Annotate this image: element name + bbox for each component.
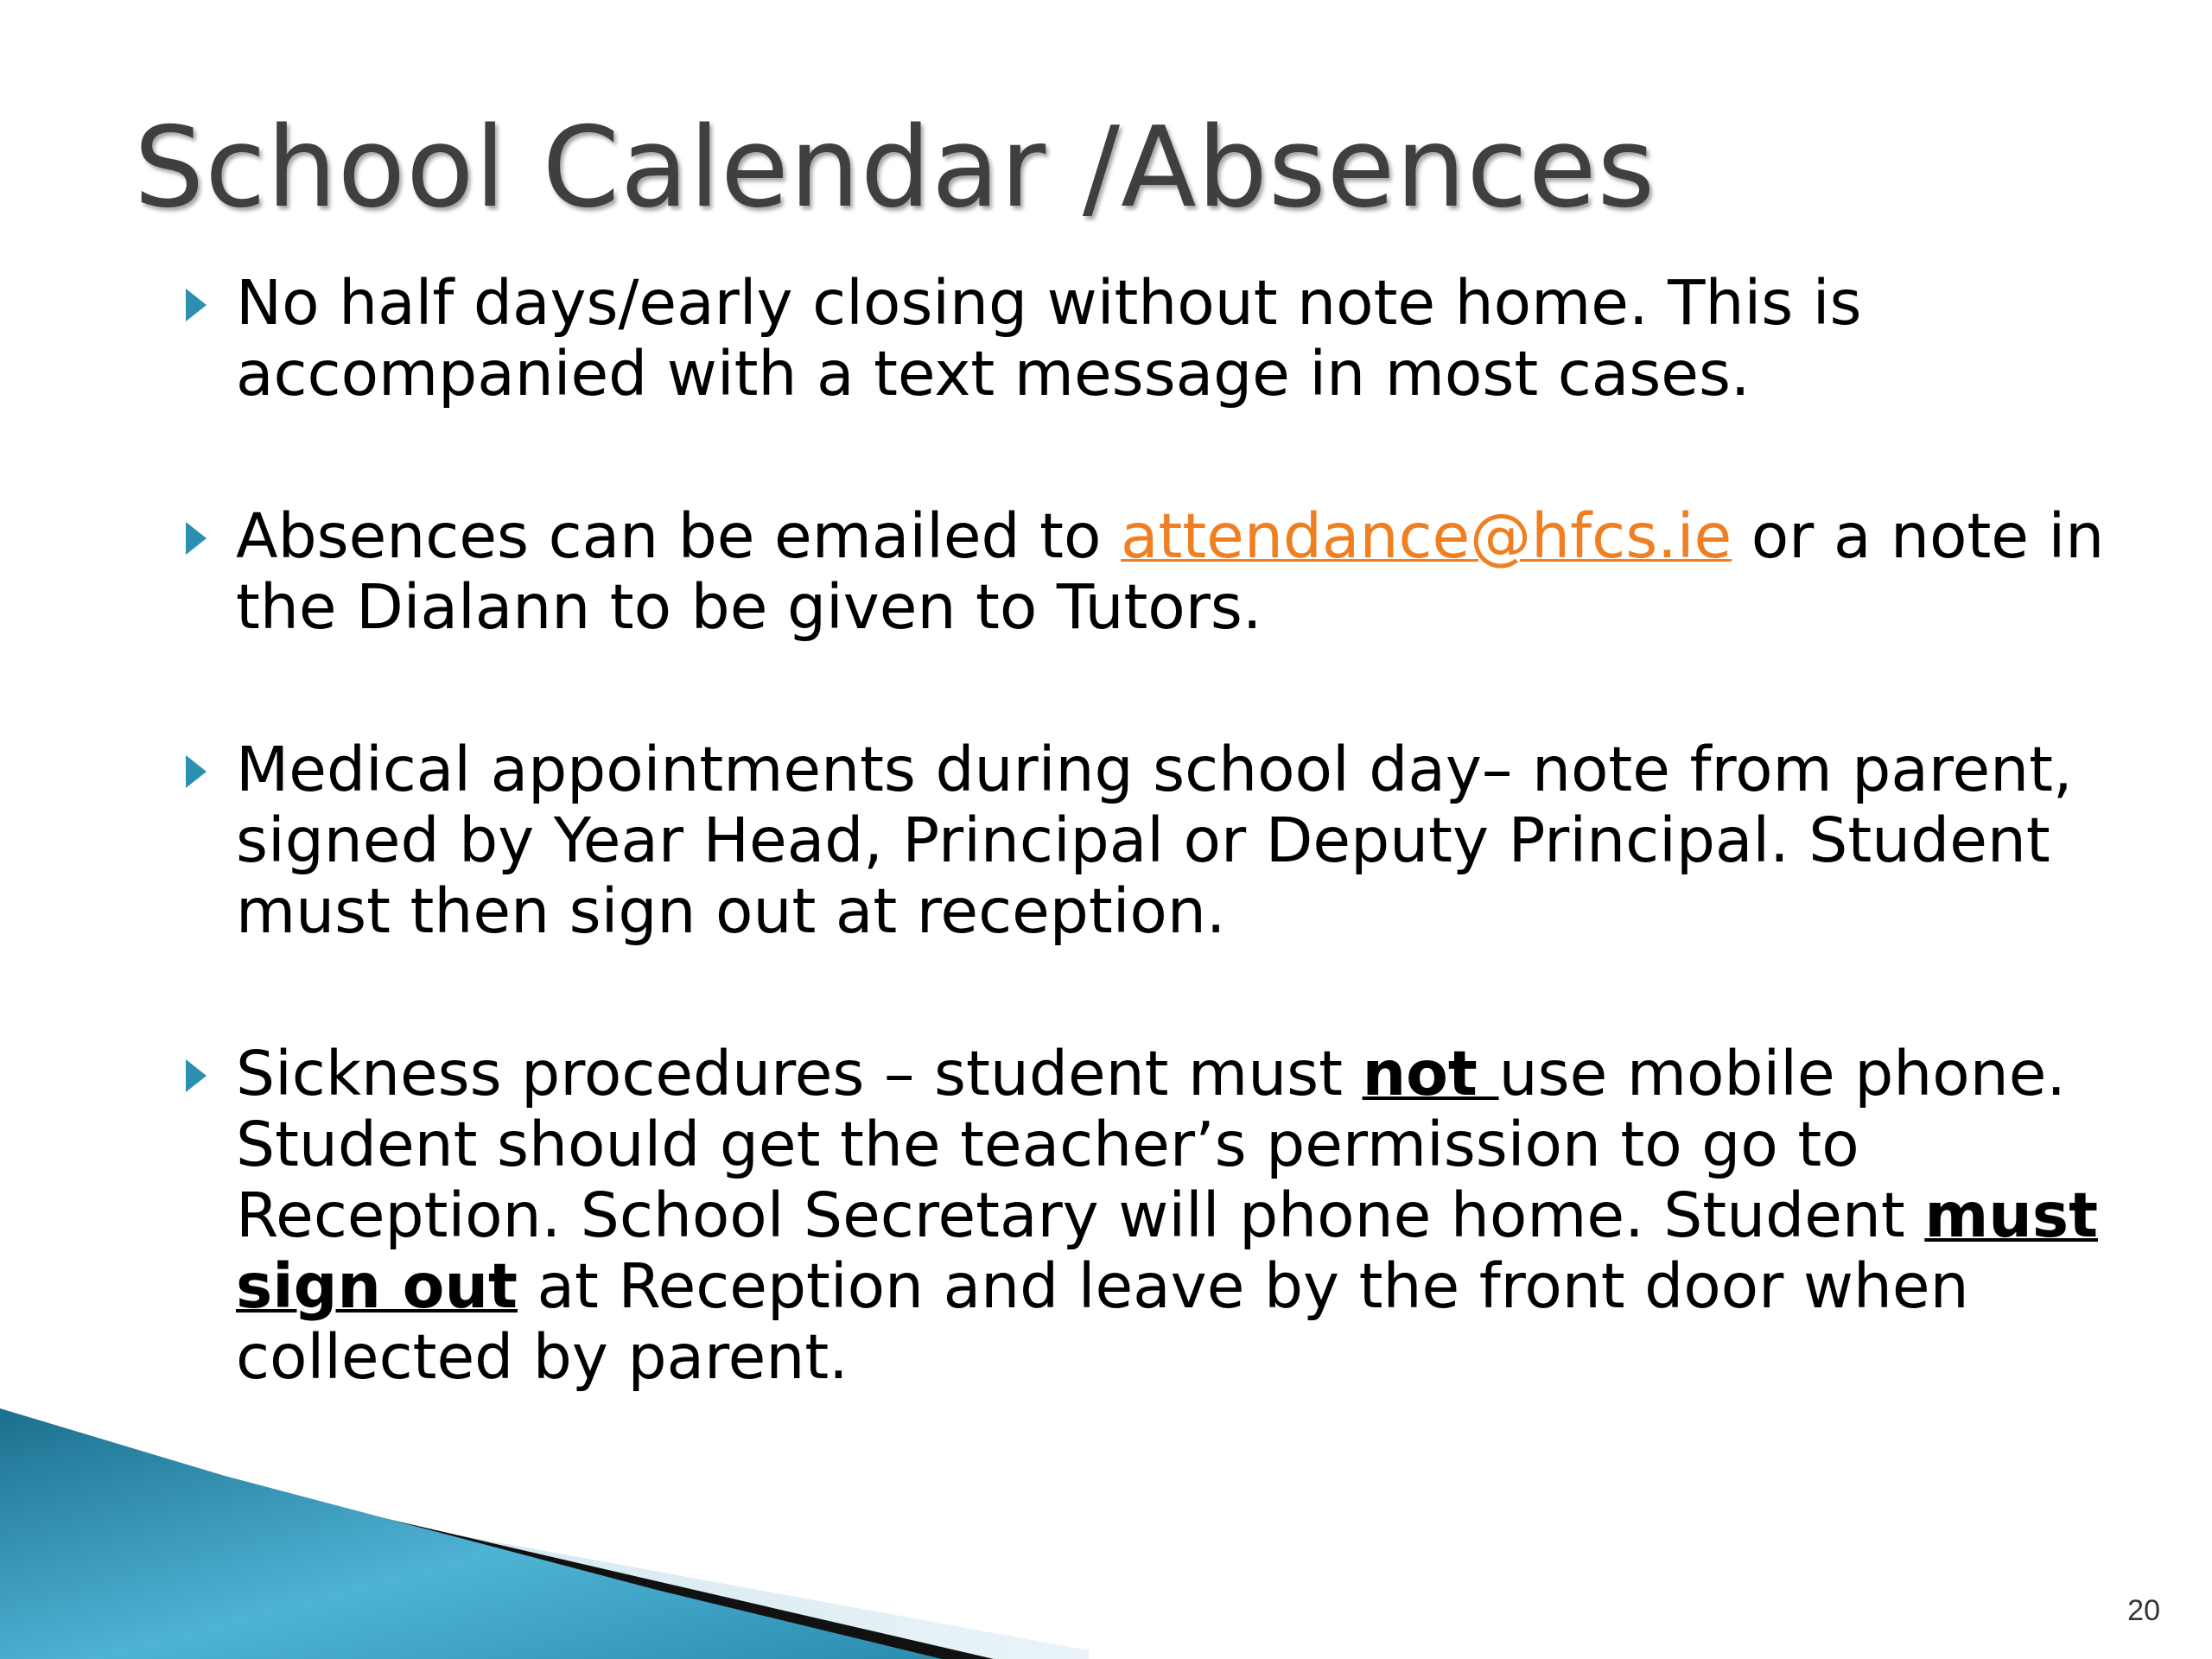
triangle-right-icon <box>186 1059 207 1092</box>
bullet-text-part1: Sickness procedures – student must <box>236 1038 1363 1109</box>
emphasis-must-sign-out: must sign out <box>236 1179 2099 1322</box>
bullet-absences <box>181 501 2152 643</box>
bullet-medical <box>181 734 2152 947</box>
bullet-text-part3: at Reception and leave by the front door when collected by parent. <box>236 1250 1969 1393</box>
bullet-text: Medical appointments during school day– note from parent, signed by Year Head, Principal or Deputy Principal. Student must then sign out at reception. <box>236 734 2073 947</box>
bullet-list <box>181 268 2152 1393</box>
bullet-text: No half days/early closing without note home. This is accompanied with a text message in most cases. <box>236 267 1862 410</box>
triangle-right-icon <box>186 522 207 555</box>
bullet-text-after: or a note in the Dialann to be given to Tutors. <box>236 500 2105 643</box>
bullet-sickness <box>181 1039 2152 1393</box>
triangle-right-icon <box>186 289 207 321</box>
bullet-half-days <box>181 268 2152 410</box>
bullet-text-before: Absences can be emailed to <box>236 500 1121 572</box>
slide-title: School Calendar /Absences <box>134 104 1656 232</box>
triangle-right-icon <box>186 755 207 788</box>
corner-decoration <box>0 1374 1089 1659</box>
emphasis-not: not <box>1362 1038 1499 1109</box>
attendance-email-link[interactable]: attendance@hfcs.ie <box>1121 500 1732 572</box>
page-number: 20 <box>2127 1594 2160 1627</box>
bullet-text-part2: use mobile phone. Student should get the teacher’s permission to go to Reception. School Secretary will phone home. Student <box>236 1038 2066 1251</box>
